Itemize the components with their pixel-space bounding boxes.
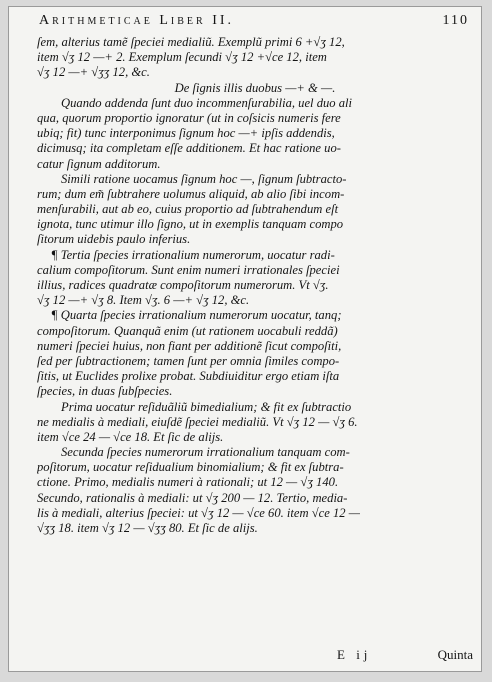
text-line: ſed per ſubtractionem; tamen ſunt per omnia ſimiles compo- xyxy=(37,353,340,368)
text-line: numeri ſpeciei huius, non fiant per additionẽ ſicut compoſiti, xyxy=(37,338,342,353)
text-line: poſitorum, uocatur reſidualium binomialium; & fit ex ſubtra- xyxy=(37,460,344,475)
text-line: item √ʒ 12 —+ 2. Exemplum ſecundi √ʒ 12 +√ce 12, item xyxy=(37,50,327,65)
book-page xyxy=(8,6,482,672)
page-footer xyxy=(37,647,473,665)
text-line: catur ſignum additorum. xyxy=(37,156,161,171)
text-line: ſpecies, in duas ſubſpecies. xyxy=(37,384,173,399)
text-line: √ʒ 12 —+ √ʒʒ 12, &c. xyxy=(37,65,150,80)
text-line: Quando addenda ſunt duo incommenſurabilia, uel duo ali xyxy=(61,95,353,110)
text-line: ne medialis à mediali, eiuſdẽ ſpeciei medialiũ. Vt √ʒ 12 — √ʒ 6. xyxy=(37,414,358,429)
text-line: Simili ratione uocamus ſignum hoc —, ſignum ſubtracto- xyxy=(61,171,347,186)
running-header xyxy=(39,11,469,33)
folio-number: 110 xyxy=(442,13,469,28)
text-line: ſitorum uidebis paulo inferius. xyxy=(37,232,191,247)
text-line: compoſitorum. Quanquã enim (ut rationem uocabuli reddã) xyxy=(37,323,338,338)
section-heading: De ſignis illis duobus —+ & —. xyxy=(174,80,336,95)
text-line: calium compoſitorum. Sunt enim numeri irrationales ſpeciei xyxy=(37,262,340,277)
text-line: rum; dum em̃ ſubtrahere uolumus aliquid, ab alio ſibi incom- xyxy=(37,186,345,201)
text-line: qua, quorum proportio ignoratur (ut in coſsicis numeris fere xyxy=(37,110,341,125)
text-line: Prima uocatur reſiduãliũ bimedialium; & fit ex ſubtractio xyxy=(61,399,352,414)
text-line: ¶ Quarta ſpecies irrationalium numerorum uocatur, tanq; xyxy=(51,308,342,323)
text-line: illius, radices quadratæ compoſitorum numerorum. Vt √ʒ. xyxy=(37,278,329,292)
text-line: dicimusq; ita completam eſſe additionem. Et hac ratione uo- xyxy=(37,141,341,156)
text-line: ubiq; fit) tunc interponimus ſignum hoc —+ ipſis addendis, xyxy=(37,126,335,141)
text-line: ctione. Primo, medialis numeri à rationali; ut 12 — √ʒ 140. xyxy=(37,475,339,490)
text-line: √ʒ 12 —+ √ʒ 8. Item √ʒ. 6 —+ √ʒ 12, &c. xyxy=(37,293,250,308)
text-line: ſem, alterius tamẽ ſpeciei medialiũ. Exemplũ primi 6 +√ʒ 12, xyxy=(37,35,345,49)
running-title: Arithmeticae Liber II. xyxy=(39,13,235,28)
text-block xyxy=(37,35,473,536)
text-line: √ʒʒ 18. item √ʒ 12 — √ʒʒ 80. Et ſic de alijs. xyxy=(37,521,258,535)
text-line: menſurabili, aut ab eo, cuius proportio ad ſubtrahendum eſt xyxy=(37,202,339,217)
text-line: ¶ Tertia ſpecies irrationalium numerorum, uocatur radi- xyxy=(51,247,335,262)
text-line: lis à mediali, alterius ſpeciei: ut √ʒ 12 — √ce 60. item √ce 12 — xyxy=(37,505,360,520)
signature-mark: E ij xyxy=(337,647,372,662)
text-line: Secunda ſpecies numerorum irrationalium tanquam com- xyxy=(61,445,350,460)
text-line: ignota, tunc utimur illo ſigno, ut in exemplis tanquam compo xyxy=(37,217,344,232)
catchword: Quinta xyxy=(437,647,473,662)
text-line: item √ce 24 — √ce 18. Et ſic de alijs. xyxy=(37,429,224,444)
text-line: ſitis, ut Euclides prolixe probat. Subdiuiditur ergo etiam iſta xyxy=(37,369,340,384)
text-line: Secundo, rationalis à mediali: ut √ʒ 200 — 12. Tertio, media- xyxy=(37,490,348,505)
